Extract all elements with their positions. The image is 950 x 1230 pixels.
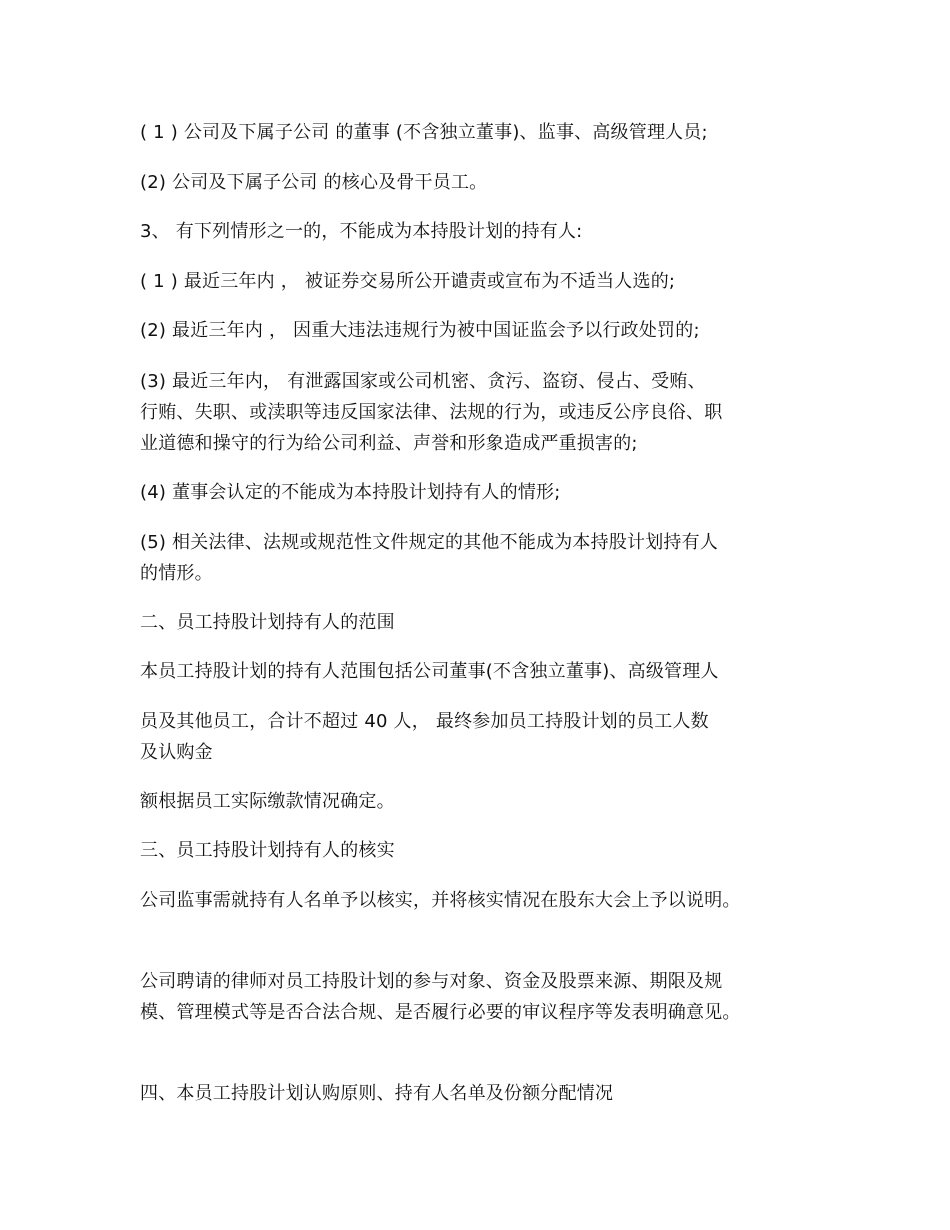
text-line: 额根据员工实际缴款情况确定。 bbox=[140, 791, 395, 812]
text-line: ( 1 ) 最近三年内 ， 被证券交易所公开谴责或宣布为不适当人选的; bbox=[140, 271, 676, 292]
text-line: (2) 最近三年内 ， 因重大违法违规行为被中国证监会予以行政处罚的; bbox=[140, 320, 700, 341]
text-line: 业道德和操守的行为给公司利益、声誉和形象造成严重损害的; bbox=[140, 433, 638, 454]
text-line: 模、管理模式等是否合法合规、是否履行必要的审议程序等发表明确意见。 bbox=[140, 1002, 741, 1023]
text-line: (4) 董事会认定的不能成为本持股计划持有人的情形; bbox=[140, 482, 561, 503]
text-line: (3) 最近三年内， 有泄露国家或公司机密、贪污、盗窃、侵占、受贿、 bbox=[140, 371, 706, 392]
section-heading: 二、员工持股计划持有人的范围 bbox=[140, 612, 395, 633]
text-line: 员及其他员工，合计不超过 40 人， 最终参加员工持股计划的员工人数 bbox=[140, 711, 709, 732]
text-line: 公司聘请的律师对员工持股计划的参与对象、资金及股票来源、期限及规 bbox=[140, 971, 723, 992]
section-heading: 三、员工持股计划持有人的核实 bbox=[140, 840, 395, 861]
text-line: (5) 相关法律、法规或规范性文件规定的其他不能成为本持股计划持有人 bbox=[140, 532, 719, 553]
text-line: (2) 公司及下属子公司 的核心及骨干员工。 bbox=[140, 172, 488, 193]
text-line: 公司监事需就持有人名单予以核实，并将核实情况在股东大会上予以说明。 bbox=[140, 890, 741, 911]
text-line: 及认购金 bbox=[140, 742, 213, 763]
text-line: 行贿、失职、或渎职等违反国家法律、法规的行为，或违反公序良俗、职 bbox=[140, 402, 723, 423]
text-line: 3、 有下列情形之一的，不能成为本持股计划的持有人: bbox=[140, 221, 583, 242]
section-heading: 四、本员工持股计划认购原则、持有人名单及份额分配情况 bbox=[140, 1083, 614, 1104]
text-line: 的情形。 bbox=[140, 563, 213, 584]
text-line: 本员工持股计划的持有人范围包括公司董事(不含独立董事)、高级管理人 bbox=[140, 661, 719, 682]
text-line: ( 1 ) 公司及下属子公司 的董事 (不含独立董事)、监事、高级管理人员; bbox=[140, 122, 708, 143]
